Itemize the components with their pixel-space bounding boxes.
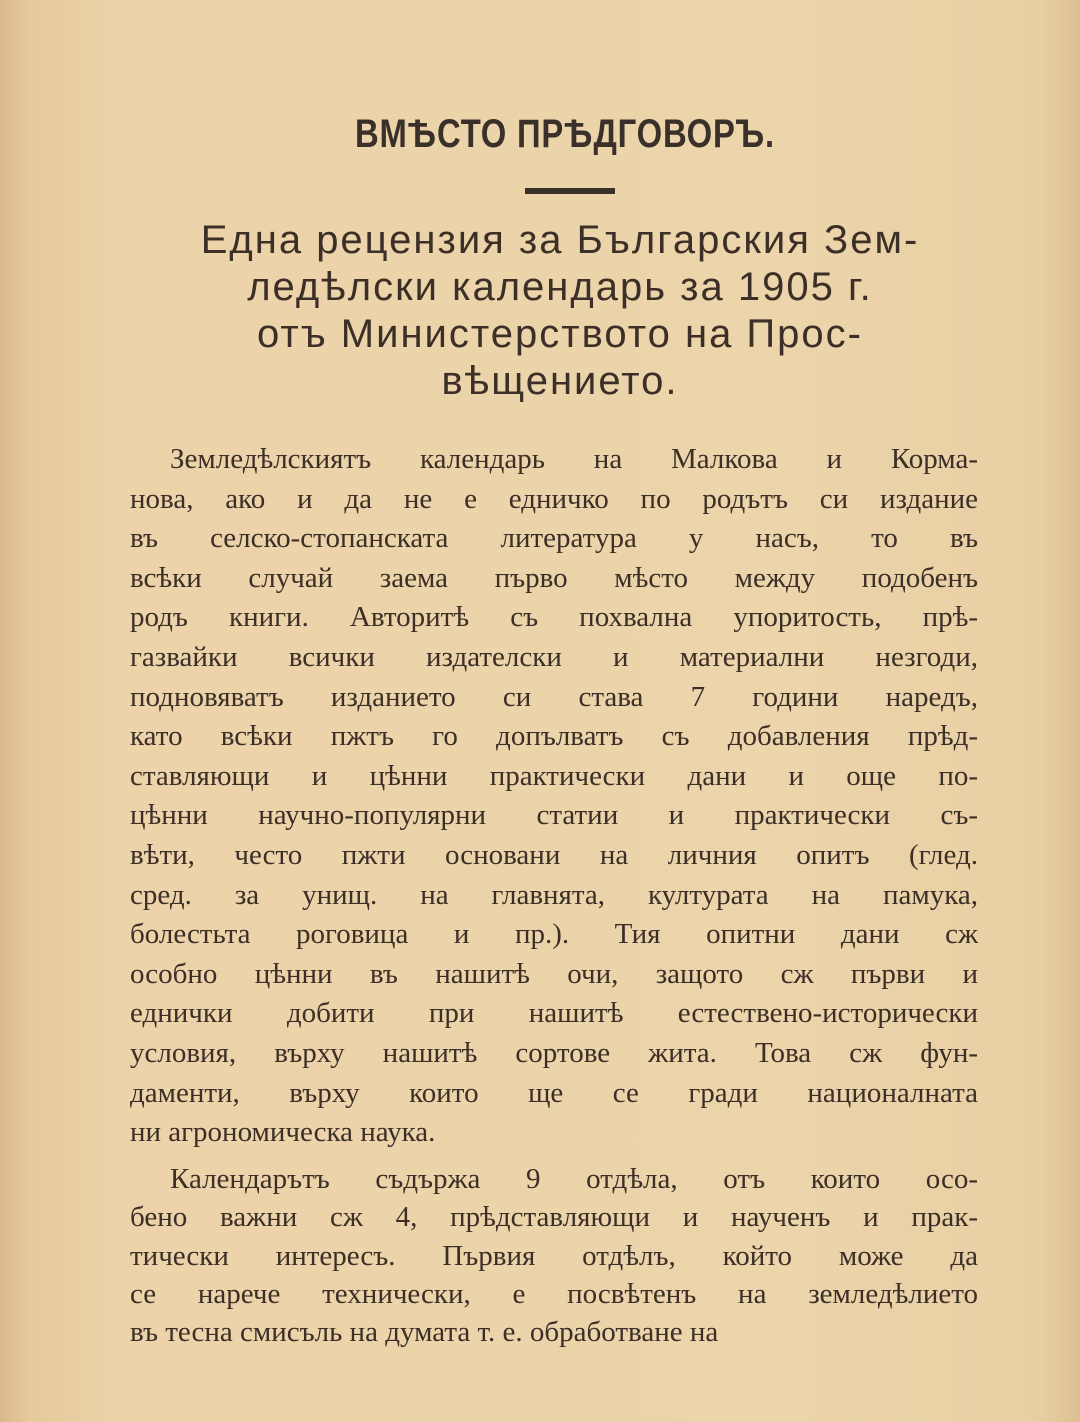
text-line: сред. за унищ. на главнята, културата на памука, (130, 878, 978, 911)
subtitle-line: вѣщението. (441, 359, 679, 403)
text-line: всѣки случай заема първо мѣсто между подобенъ (130, 561, 978, 594)
text-line: нова, ако и да не е едничко по родътъ си издание (130, 482, 978, 515)
text-line: еднички добити при нашитѣ естествено-исторически (130, 997, 978, 1030)
subtitle-line: ледѣлски календарь за 1905 г. (247, 265, 873, 309)
text-line: ставляющи и цѣнни практически дани и още по- (130, 759, 978, 792)
text-line: тически интересъ. Първия отдѣлъ, който може да (130, 1239, 978, 1272)
text-line: болестьта роговица и пр.). Тия опитни дани сж (130, 918, 978, 951)
text-line: особно цѣнни въ нашитѣ очи, защото сж първи и (130, 957, 978, 990)
text-line: даменти, върху които ще се гради националната (130, 1076, 978, 1109)
subtitle (120, 217, 1000, 405)
text-line: вѣти, често пжти основани на личния опитъ (глед. (130, 838, 978, 871)
text-line: Календарътъ съдържа 9 отдѣла, отъ които осо- (170, 1163, 978, 1195)
text-line: въ тесна смисъль на думата т. е. обработване на (130, 1316, 719, 1349)
text-line: газвайки всички издателски и материални незгоди, (130, 640, 978, 673)
text-line: условия, върху нашитѣ сортове жита. Това сж фун- (130, 1036, 978, 1069)
text-line: цѣнни научно-популярни статии и практически съ- (130, 799, 978, 832)
page-title: ВМѢСТО ПРѢДГОВОРЪ. (355, 112, 775, 156)
subtitle-line: Една рецензия за Българския Зем- (200, 218, 920, 262)
title-divider (525, 188, 615, 194)
text-line: Земледѣлскиятъ календарь на Малкова и Корма- (170, 443, 978, 475)
text-line: подновяватъ изданието си става 7 години наредъ, (130, 680, 978, 713)
text-line: бено важни сж 4, прѣдставляющи и наученъ и прак- (130, 1201, 978, 1234)
text-line: ни агрономическа наука. (130, 1116, 436, 1149)
text-line: като всѣки пжтъ го допълватъ съ добавления прѣд- (130, 720, 978, 753)
text-line: въ селско-стопанската литература у насъ, то въ (130, 522, 978, 555)
paragraph-1 (130, 440, 978, 1153)
text-line: се нарече технически, е посвѣтенъ на земледѣлието (130, 1277, 978, 1310)
text-line: родъ книги. Авторитѣ съ похвална упоритость, прѣ- (130, 601, 978, 634)
subtitle-line: отъ Министерството на Прос- (257, 312, 863, 356)
paragraph-2 (130, 1160, 978, 1351)
